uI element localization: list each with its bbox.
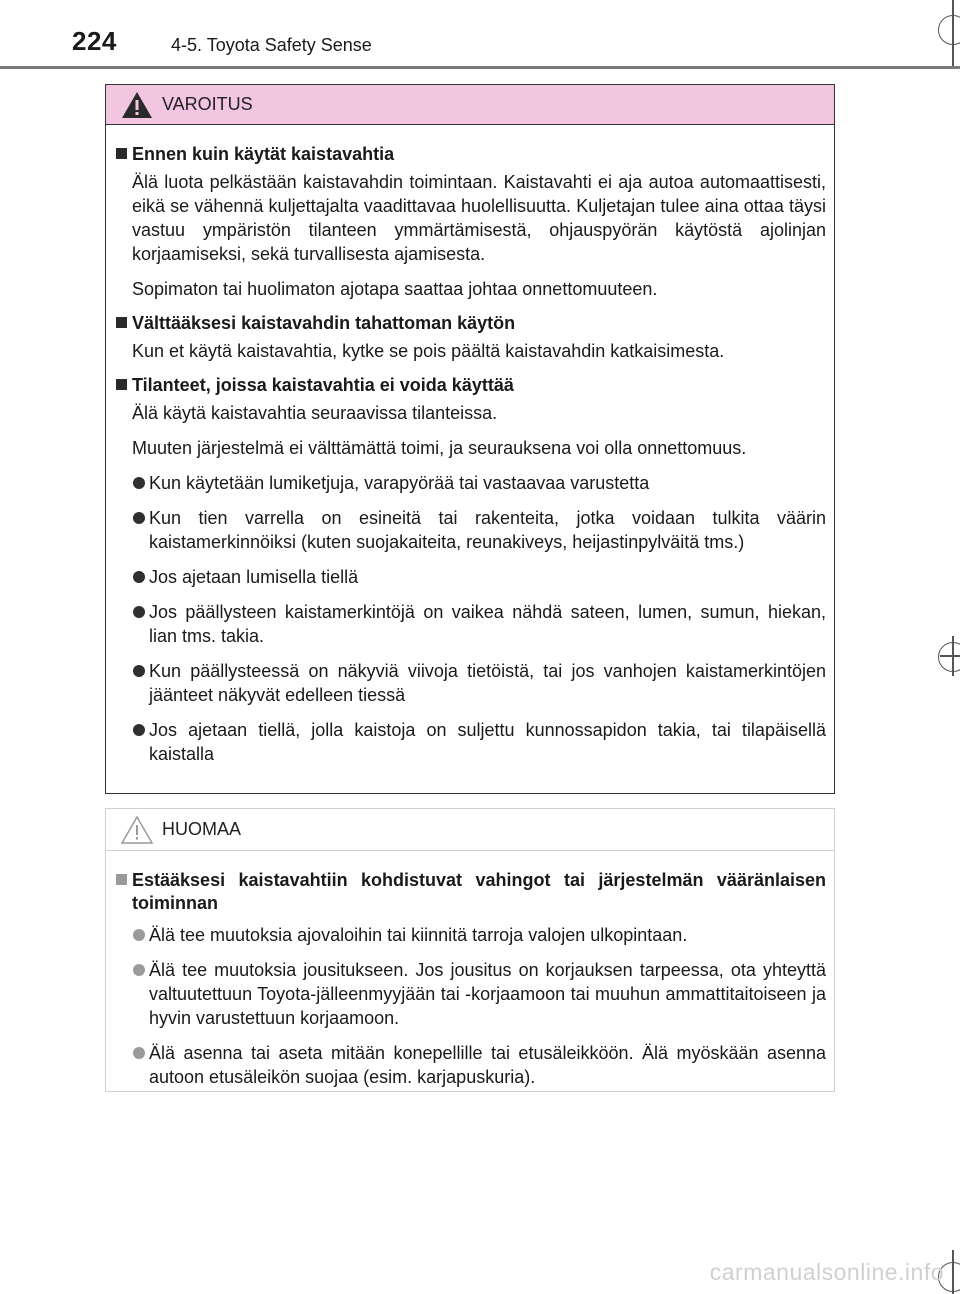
section-title: 4-5. Toyota Safety Sense: [171, 35, 372, 55]
warning-paragraph: Älä käytä kaistavahtia seuraavissa tilanteissa.: [132, 403, 498, 423]
list-item: Jos ajetaan tiellä, jolla kaistoja on suljettu kunnossapidon takia, tai tilapäisellä kaistalla: [116, 718, 826, 766]
round-bullet-icon: [133, 964, 145, 976]
warning-item-heading: Tilanteet, joissa kaistavahtia ei voida käyttää: [116, 374, 826, 397]
round-bullet-icon: [133, 571, 145, 583]
warning-triangle-filled-icon: [120, 90, 154, 120]
warning-title: VAROITUS: [162, 94, 253, 114]
notice-body: [106, 851, 834, 1089]
header-rule: [0, 66, 960, 69]
list-item: Jos päällysteen kaistamerkintöjä on vaikea nähdä sateen, lumen, sumun, hiekan, lian tms. takia.: [116, 600, 826, 648]
round-bullet-icon: [133, 665, 145, 677]
notice-box-header: [106, 809, 834, 851]
warning-paragraph: Älä luota pelkästään kaistavahdin toimintaan. Kaistavahti ei aja autoa automaattisesti, eikä se vähennä kuljettajalta vaadittavaa huolellisuutta. Kuljetajan tulee aina ottaa täysi vastuu ympäristön tilanteen ymmärtämisestä, ohjauspyörän käytöstä ajolinjan korjaamiseksi, sekä turvallisesta ajamisesta.: [132, 172, 826, 264]
round-bullet-icon: [133, 606, 145, 618]
round-bullet-icon: [133, 512, 145, 524]
page-number: 224: [72, 26, 117, 56]
list-item: Kun käytetään lumiketjuja, varapyörää tai vastaavaa varustetta: [116, 471, 826, 495]
list-item: Älä tee muutoksia ajovaloihin tai kiinnitä tarroja valojen ulkopintaan.: [116, 923, 826, 947]
warning-paragraph: Kun et käytä kaistavahtia, kytke se pois päältä kaistavahdin katkaisimesta.: [132, 341, 725, 361]
warning-item-heading: Välttääksesi kaistavahdin tahattoman käytön: [116, 312, 826, 335]
warning-paragraph: Muuten järjestelmä ei välttämättä toimi, ja seurauksena voi olla onnettomuus.: [132, 438, 747, 458]
square-bullet-icon: [116, 317, 127, 328]
round-bullet-icon: [133, 724, 145, 736]
warning-item-heading: Ennen kuin käytät kaistavahtia: [116, 143, 826, 166]
list-item: Älä asenna tai aseta mitään konepellille tai etusäleikköön. Älä myöskään asenna autoon etusäleikön suojaa (esim. karjapuskuria).: [116, 1041, 826, 1089]
round-bullet-icon: [133, 929, 145, 941]
square-bullet-icon: [116, 874, 127, 885]
warning-box-header: [106, 85, 834, 125]
warning-paragraph: Sopimaton tai huolimaton ajotapa saattaa johtaa onnettomuuteen.: [132, 279, 658, 299]
notice-title: HUOMAA: [162, 819, 242, 839]
square-bullet-icon: [116, 148, 127, 159]
round-bullet-icon: [133, 1047, 145, 1059]
list-item: Kun tien varrella on esineitä tai rakenteita, jotka voidaan tulkita väärin kaistamerkinnöiksi (kuten suojakaiteita, reunakiveys, heijastinpylväitä tms.): [116, 506, 826, 554]
square-bullet-icon: [116, 379, 127, 390]
list-item: Kun päällysteessä on näkyviä viivoja tietöistä, tai jos vanhojen kaistamerkintöjen jäänteet näkyvät edelleen tiessä: [116, 659, 826, 707]
list-item: Jos ajetaan lumisella tiellä: [116, 565, 826, 589]
notice-item-heading: Estääksesi kaistavahtiin kohdistuvat vahingot tai järjestelmän vääränlaisen toiminnan: [116, 869, 826, 915]
warning-box: [105, 84, 835, 794]
notice-box: [105, 808, 835, 1092]
caution-triangle-outline-icon: [120, 815, 154, 845]
watermark: carmanualsonline.info: [709, 1259, 944, 1285]
list-item: Älä tee muutoksia jousitukseen. Jos jousitus on korjauksen tarpeessa, ota yhteyttä valtuutettuun Toyota-jälleenmyyjään tai -korjaamoon tai muuhun ammattitaitoiseen ja hyvin varustettuun korjaamoon.: [116, 958, 826, 1030]
round-bullet-icon: [133, 477, 145, 489]
warning-body: [106, 125, 834, 766]
